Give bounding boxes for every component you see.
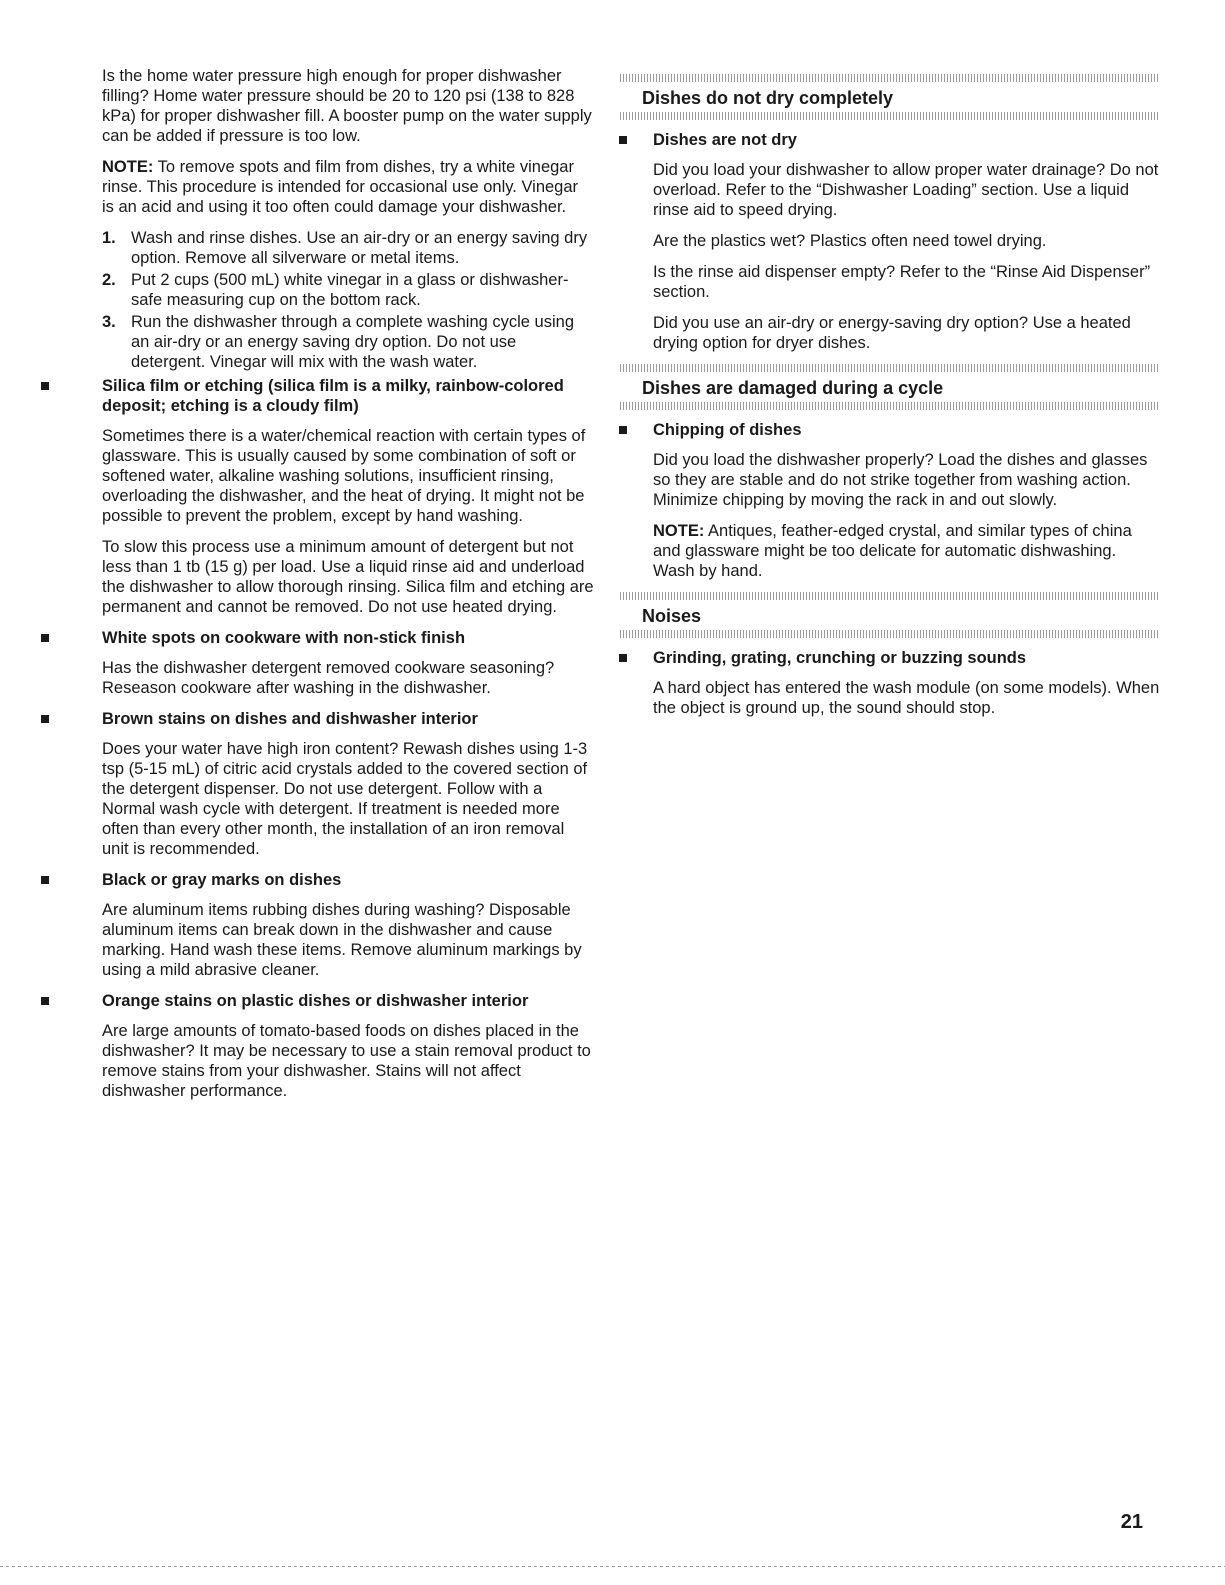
problem-paragraph: To slow this process use a minimum amount of detergent but not less than 1 tb (15 g) per load. Use a liquid rinse aid and underload the dishwasher to allow thorough rinsing. Silica film and etching are permanent and cannot be removed. Do not use heated drying. [102, 538, 594, 616]
section-rule [620, 112, 1160, 120]
antiques-note [653, 521, 1160, 581]
section-dishes-damaged [620, 364, 1160, 410]
section-rule [620, 592, 1160, 600]
left-column [102, 66, 594, 1112]
problem-paragraph: Did you load your dishwasher to allow proper water drainage? Do not overload. Refer to the “Dishwasher Loading” section. Use a liquid rinse aid to speed drying. [653, 161, 1159, 219]
note-label: NOTE: [653, 522, 705, 540]
step-item [102, 228, 594, 268]
section-title: Dishes are damaged during a cycle [642, 378, 944, 398]
step-text: Wash and rinse dishes. Use an air-dry or an energy saving dry option. Remove all silverware or metal items. [131, 229, 588, 267]
problem-paragraph: Has the dishwasher detergent removed cookware seasoning? Reseason cookware after washing in the dishwasher. [102, 659, 555, 697]
step-number: 1. [102, 229, 116, 247]
section-body [620, 648, 1160, 718]
bullet-square-icon [41, 876, 49, 884]
bullet-square-icon [619, 136, 627, 144]
note-text: Antiques, feather-edged crystal, and similar types of china and glassware might be too delicate for automatic dishwashing. Wash by hand. [653, 522, 1132, 580]
section-rule [620, 630, 1160, 638]
problem-paragraph: Are aluminum items rubbing dishes during washing? Disposable aluminum items can break down in the dishwasher and cause marking. Hand wash these items. Remove aluminum markings by using a mild abrasive cleaner. [102, 901, 582, 979]
problem-paragraph: Is the rinse aid dispenser empty? Refer to the “Rinse Aid Dispenser” section. [653, 263, 1151, 301]
page-number: 21 [1120, 1511, 1143, 1533]
section-title: Dishes do not dry completely [642, 88, 894, 108]
problem-paragraph: Did you use an air-dry or energy-saving dry option? Use a heated drying option for dryer dishes. [653, 314, 1131, 352]
problem-heading-white-spots: White spots on cookware with non-stick finish [102, 628, 594, 648]
vinegar-steps-list [102, 228, 594, 372]
problem-paragraph: Are the plastics wet? Plastics often need towel drying. [653, 232, 1047, 250]
problem-paragraph: Did you load the dishwasher properly? Load the dishes and glasses so they are stable and do not strike together from washing action. Minimize chipping by moving the rack in and out slowly. [653, 451, 1148, 509]
section-dishes-not-dry [620, 74, 1160, 120]
section-rule [620, 74, 1160, 82]
note-text: To remove spots and film from dishes, try a white vinegar rinse. This procedure is intended for occasional use only. Vinegar is an acid and using it too often could damage your dishwasher. [102, 158, 579, 216]
section-title: Noises [642, 606, 702, 626]
problem-heading-silica: Silica film or etching (silica film is a milky, rainbow-colored deposit; etching is a cloudy film) [102, 376, 594, 416]
problem-heading-not-dry: Dishes are not dry [653, 130, 1160, 150]
bullet-square-icon [41, 382, 49, 390]
problem-paragraph: A hard object has entered the wash module (on some models). When the object is ground up, the sound should stop. [653, 679, 1160, 717]
problem-paragraph: Sometimes there is a water/chemical reaction with certain types of glassware. This is usually caused by some combination of soft or softened water, alkaline washing solutions, insufficient rinsing, overloading the dishwasher, and the heat of drying. It might not be possible to prevent the problem, except by hand washing. [102, 427, 586, 525]
step-item [102, 312, 594, 372]
vinegar-note [102, 157, 594, 217]
step-number: 3. [102, 313, 116, 331]
problem-heading-orange-stains: Orange stains on plastic dishes or dishwasher interior [102, 991, 594, 1011]
step-item [102, 270, 594, 310]
section-rule [620, 402, 1160, 410]
bullet-square-icon [41, 997, 49, 1005]
water-pressure-paragraph: Is the home water pressure high enough for proper dishwasher filling? Home water pressure should be 20 to 120 psi (138 to 828 kPa) for proper dishwasher fill. A booster pump on the water supply can be added if pressure is too low. [102, 67, 592, 145]
problem-heading-grinding: Grinding, grating, crunching or buzzing sounds [653, 648, 1160, 668]
section-body [620, 130, 1160, 353]
problem-heading-brown-stains: Brown stains on dishes and dishwasher interior [102, 709, 594, 729]
bullet-square-icon [41, 634, 49, 642]
step-text: Put 2 cups (500 mL) white vinegar in a glass or dishwasher-safe measuring cup on the bottom rack. [131, 271, 569, 309]
note-label: NOTE: [102, 158, 154, 176]
problem-paragraph: Does your water have high iron content? Rewash dishes using 1-3 tsp (5-15 mL) of citric acid crystals added to the covered section of the detergent dispenser. Do not use detergent. Follow with a Normal wash cycle with detergent. If treatment is needed more often than every other month, the installation of an iron removal unit is recommended. [102, 740, 588, 858]
page-bottom-rule [0, 1566, 1225, 1567]
bullet-square-icon [41, 715, 49, 723]
bullet-square-icon [619, 426, 627, 434]
section-rule [620, 364, 1160, 372]
problem-paragraph: Are large amounts of tomato-based foods on dishes placed in the dishwasher? It may be necessary to use a stain removal product to remove stains from your dishwasher. Stains will not affect dishwasher performance. [102, 1022, 591, 1100]
step-text: Run the dishwasher through a complete washing cycle using an air-dry or an energy saving dry option. Do not use detergent. Vinegar will mix with the wash water. [131, 313, 575, 371]
bullet-square-icon [619, 654, 627, 662]
right-column [620, 74, 1160, 729]
section-noises [620, 592, 1160, 638]
problem-heading-black-marks: Black or gray marks on dishes [102, 870, 594, 890]
step-number: 2. [102, 271, 116, 289]
problem-heading-chipping: Chipping of dishes [653, 420, 1160, 440]
section-body [620, 420, 1160, 581]
